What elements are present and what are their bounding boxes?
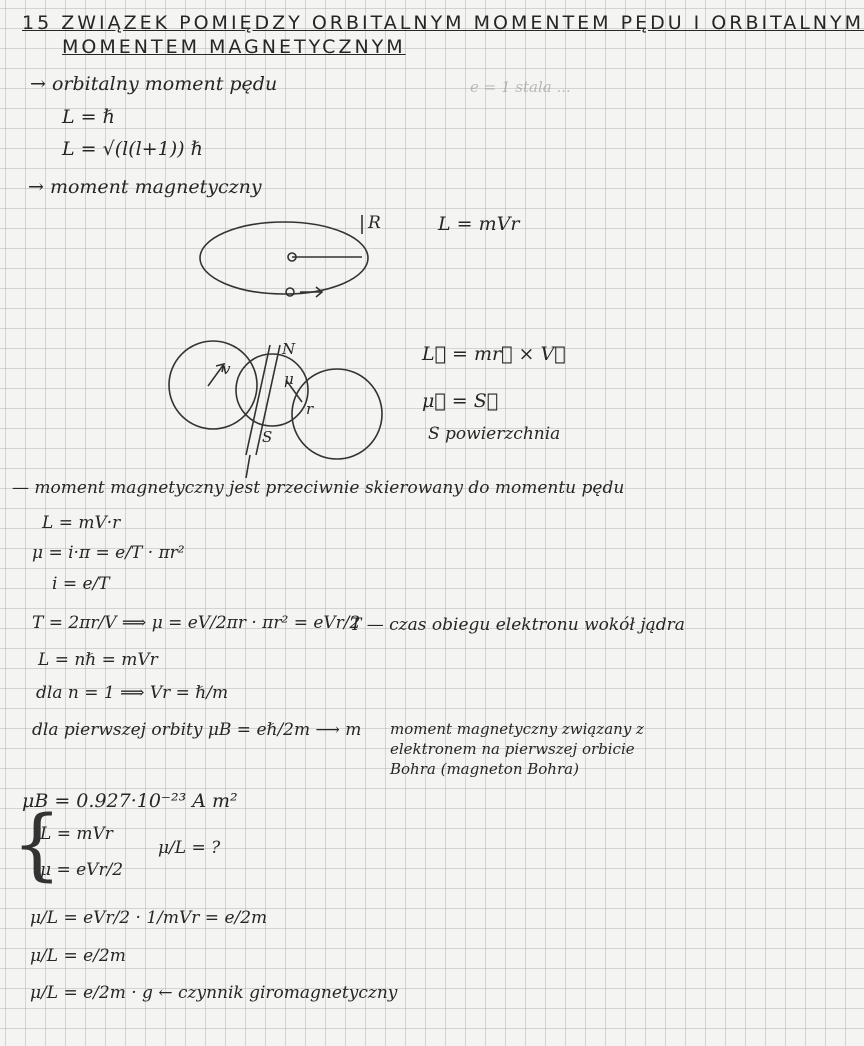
bohr-magneton-value: μB = 0.927·10⁻²³ A m² [22,790,238,812]
statement-opposite-direction: — moment magnetyczny jest przeciwnie skierowany do momentu pędu [12,478,625,498]
page-title-line1: 15 ZWIĄZEK POMIĘDZY ORBITALNYM MOMENTEM PĘDU I ORBITALNYM [22,12,864,34]
derivation-line-6: dla n = 1 ⟹ Vr = ℏ/m [36,683,229,703]
bohr-magneton-note-1: moment magnetyczny związany z [390,720,644,738]
derivation-line-4: T = 2πr/V ⟹ μ = eV/2πr · πr² = eVr/2 [32,613,361,633]
ratio-line-3: μ/L = e/2m · g ← czynnik giromagnetyczny [30,983,398,1003]
surface-label: S powierzchnia [428,424,561,444]
bohr-magneton-note-2: elektronem na pierwszej orbicie [390,740,635,758]
derivation-line-1: L = mV·r [42,513,121,533]
ratio-line-2: μ/L = e/2m [30,946,126,966]
bullet-magnetic-moment: → moment magnetyczny [28,176,262,198]
equation-l-mvr: L = mVr [438,213,520,235]
equation-vector-l: L⃗ = mr⃗ × V⃗ [422,343,566,365]
system-brace: { [12,800,62,890]
equation-l-hbar: L = ℏ [62,106,115,128]
diagram-label-v: v [222,360,231,378]
derivation-line-2: μ = i·π = e/T · πr² [32,543,185,563]
derivation-line-3: i = e/T [52,574,110,594]
system-equation-2: μ = eVr/2 [40,860,124,880]
derivation-line-5: L = nℏ = mVr [38,650,158,670]
derivation-period-note: T — czas obiegu elektronu wokół jądra [350,615,685,635]
ratio-line-1: μ/L = eVr/2 · 1/mVr = e/2m [30,908,268,928]
bohr-magneton-note-3: Bohra (magneton Bohra) [390,760,579,778]
system-question: μ/L = ? [158,838,221,858]
derivation-line-7: dla pierwszej orbity μB = eℏ/2m ⟶ m [32,720,362,740]
diagram-label-s: S [262,428,273,446]
diagram-label-mu: μ [284,370,294,388]
orbit-label-r: R [368,213,381,233]
diagram-label-r: r [306,400,314,418]
equation-vector-mu: μ⃗ = S⃗ [422,390,499,412]
bleed-through-text: e = 1 stala ... [470,78,571,96]
equation-l-quantized: L = √(l(l+1)) ℏ [62,138,203,160]
system-equation-1: L = mVr [40,824,113,844]
page-title-line2: MOMENTEM MAGNETYCZNYM [62,36,406,58]
bullet-angular-momentum: → orbitalny moment pędu [30,73,278,95]
diagram-label-n: N [282,340,296,358]
